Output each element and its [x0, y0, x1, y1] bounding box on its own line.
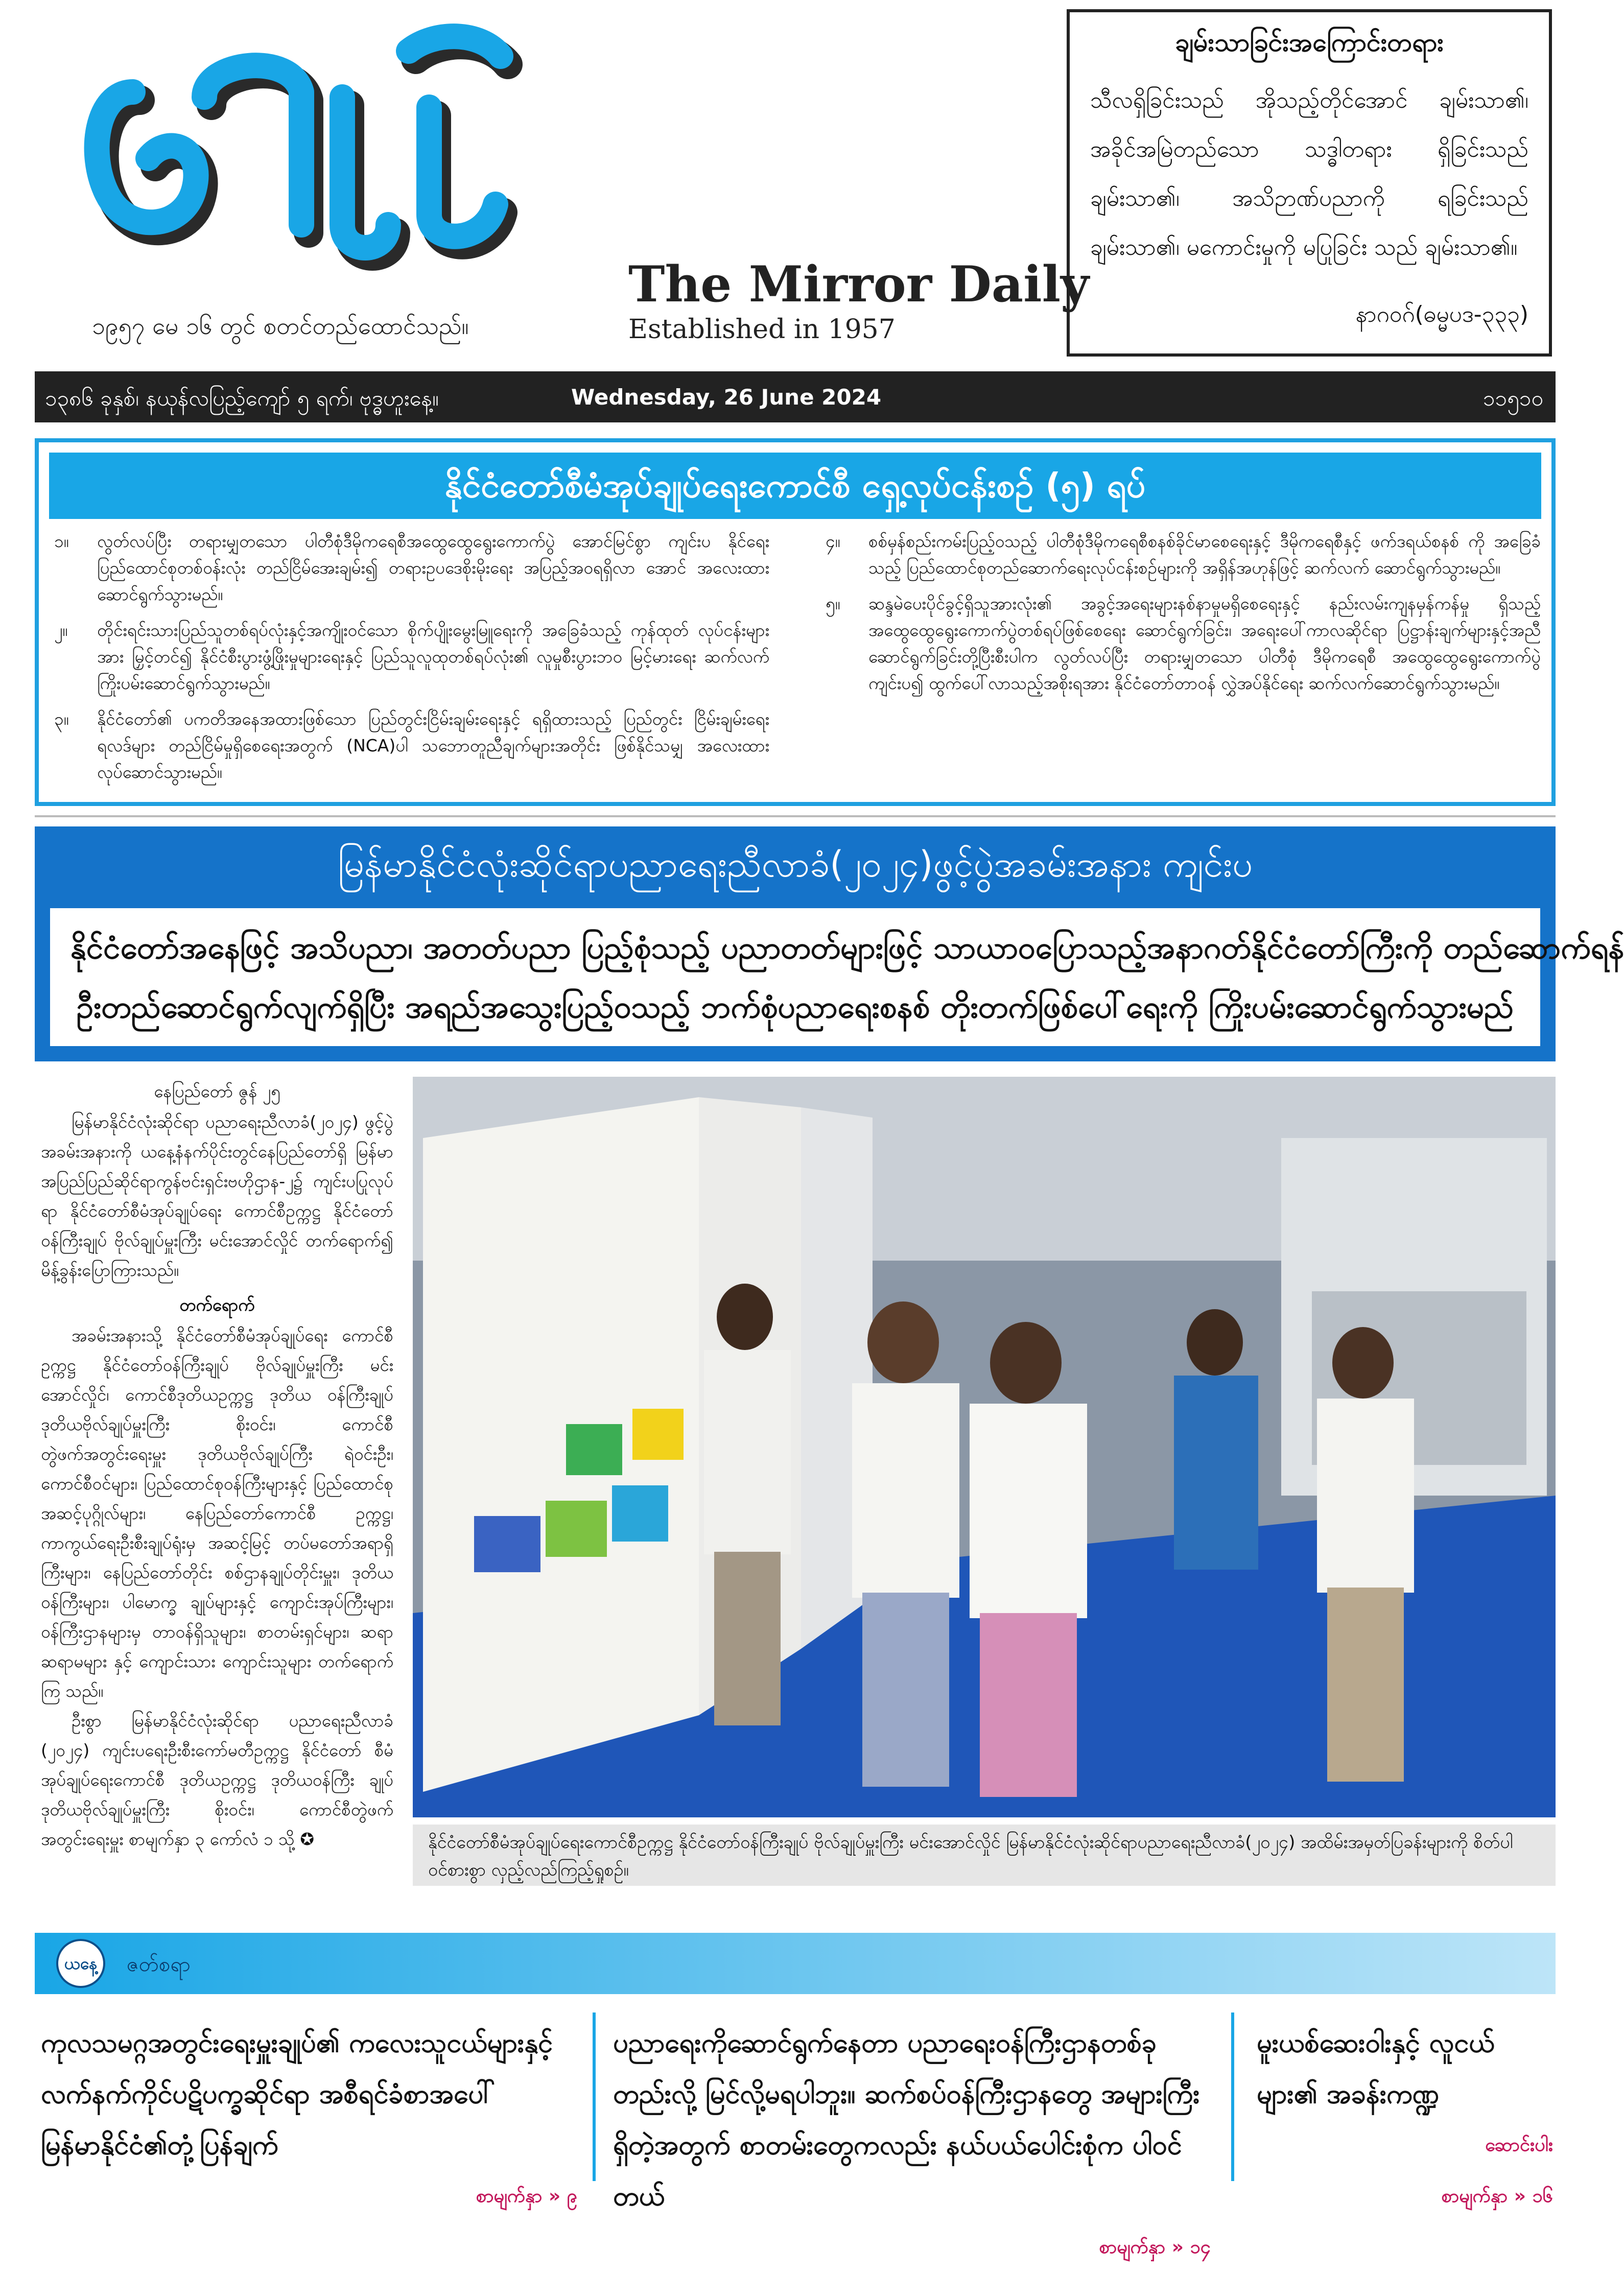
teaser-headline: ပညာရေးကိုဆောင်ရွက်နေတာ ပညာရေးဝန်ကြီးဌာနတစ်ခုတည်းလို့ မြင်လို့မရပါဘူး။ ဆက်စပ်ဝန်ကြီးဌာနတွေ အများကြီးရှိတဲ့အတွက် စာတမ်းတွေကလည်း နယ်ပယ်ပေါင်းစုံက ပါဝင်တယ် — [613, 2028, 1200, 2212]
roadmap-column-left — [54, 528, 769, 795]
roadmap-item-number: ၂။ — [54, 620, 68, 640]
roadmap-box — [35, 438, 1556, 806]
headline-kicker: မြန်မာနိုင်ငံလုံးဆိုင်ရာပညာရေးညီလာခံ(၂၀၂၄)ဖွင့်ပွဲအခမ်းအနား ကျင်းပ — [338, 843, 1253, 885]
teaser-page-ref: စာမျက်နှာ » ၁၄ — [1099, 2237, 1211, 2258]
photo-illustration — [413, 1077, 1556, 1817]
quote-box — [1067, 9, 1552, 357]
article-continued: စာမျက်နှာ ၃ ကော်လံ ၁ သို့ ✪ — [129, 1829, 315, 1849]
english-title: The Mirror Daily — [628, 255, 1089, 313]
roadmap-item-text: လွတ်လပ်ပြီး တရားမျှတသော ပါတီစုံဒီမိုကရေစီအထွေထွေရွေးကောက်ပွဲ အောင်မြင်စွာ ကျင်းပ နိုင်ရေး ပြည်ထောင်စုတစ်ဝန်းလုံး တည်ငြိမ်အေးချမ်း၍ တရားဥပဒေစိုးမိုးရေး အပြည့်အဝရရှိလာ အောင် အလေးထားဆောင်ရွက်သွားမည်။ — [97, 531, 769, 604]
quote-reference: နာဂဝဂ်(ဓမ္မပဒ-၃၃၃) — [1355, 301, 1528, 327]
quote-body: သီလရှိခြင်းသည် အိုသည့်တိုင်အောင် ချမ်းသာ၏၊ အခိုင်အမြဲတည်သော သဒ္ဓါတရား ရှိခြင်းသည် ချမ်းသာ၏၊ အသိဉာဏ်ပညာကို ရခြင်းသည် ချမ်းသာ၏၊ မကောင်းမှုကို မပြုခြင်း သည် ချမ်းသာ၏။ — [1090, 87, 1528, 261]
teaser-headline: မူးယစ်ဆေးဝါးနှင့် လူငယ်များ၏ အခန်းကဏ္ဍ — [1257, 2028, 1495, 2110]
teaser-kicker: ဆောင်းပါး — [1485, 2135, 1553, 2156]
roadmap-item-number: ၃။ — [54, 709, 69, 729]
teaser-divider — [1231, 2012, 1234, 2181]
teaser-1[interactable] — [41, 2018, 577, 2222]
inside-today-bar — [35, 1933, 1556, 1994]
article-paragraph: မြန်မာနိုင်ငံလုံးဆိုင်ရာ ပညာရေးညီလာခံ(၂၀၂၄) ဖွင့်ပွဲအခမ်းအနားကို ယနေ့နံနက်ပိုင်းတွင်နေပြည်တော်ရှိ မြန်မာအပြည်ပြည်ဆိုင်ရာကွန်ဗင်းရှင်းဗဟိုဌာန-၂၌ ကျင်းပပြုလုပ်ရာ နိုင်ငံတော်စီမံအုပ်ချုပ်ရေး ကောင်စီဥက္ကဋ္ဌ နိုင်ငံတော်ဝန်ကြီးချုပ် ဗိုလ်ချုပ်မှူးကြီး မင်းအောင်လှိုင် တက်ရောက်၍ မိန့်ခွန်းပြောကြားသည်။ — [41, 1112, 393, 1280]
founded-date-mm: ၁၉၅၇ မေ ၁၆ တွင် စတင်တည်ထောင်သည်။ — [92, 312, 469, 340]
article-dateline: နေပြည်တော် ဇွန် ၂၅ — [154, 1081, 280, 1101]
date-mm: ၁၃၈၆ ခုနှစ်၊ နယုန်လပြည့်ကျော် ၅ ရက်၊ ဗုဒ္ဓဟူးနေ့။ — [45, 386, 439, 411]
established-year: Established in 1957 — [628, 314, 896, 345]
roadmap-item-number: ၅။ — [826, 594, 840, 613]
roadmap-item-number: ၄။ — [826, 531, 840, 551]
roadmap-item-text: နိုင်ငံတော်၏ ပကတိအနေအထားဖြစ်သော ပြည်တွင်းငြိမ်းချမ်းရေးနှင့် ရရှိထားသည့် ပြည်တွင်း ငြိမ်းချမ်းရေးရလဒ်များ တည်ငြိမ်မှုရှိစေရေးအတွက် (NCA)ပါ သဘောတူညီချက်များအတိုင်း ဖြစ်နိုင်သမျှ အလေးထား လုပ်ဆောင်သွားမည်။ — [97, 709, 769, 782]
headline-main — [50, 908, 1624, 1046]
roadmap-item — [54, 617, 769, 697]
masthead-logo — [77, 20, 536, 286]
inside-today-badge: ယနေ့ — [56, 1939, 105, 1988]
photo-caption: နိုင်ငံတော်စီမံအုပ်ချုပ်ရေးကောင်စီဥက္ကဋ္ဌ နိုင်ငံတော်ဝန်ကြီးချုပ် ဗိုလ်ချုပ်မှူးကြီး မင်းအောင်လှိုင် မြန်မာနိုင်ငံလုံးဆိုင်ရာပညာရေးညီလာခံ(၂၀၂၄) အထိမ်းအမှတ်ပြခန်းများကို စိတ်ပါဝင်စားစွာ လှည့်လည်ကြည့်ရှုစဉ်။ — [413, 1825, 1556, 1886]
news-photo — [413, 1077, 1556, 1817]
masthead-logo-art — [77, 20, 536, 286]
roadmap-item — [826, 528, 1541, 581]
lead-article — [41, 1077, 393, 1854]
quote-title: ချမ်းသာခြင်းအကြောင်းတရား — [1174, 28, 1444, 57]
roadmap-item-text: ဆန္ဒမဲပေးပိုင်ခွင့်ရှိသူအားလုံး၏ အခွင့်အရေးများနစ်နာမှုမရှိစေရေးနှင့် နည်းလမ်းကျနမှန်ကန်မှု ရှိသည့် အထွေထွေရွေးကောက်ပွဲတစ်ရပ်ဖြစ်စေရေး ဆောင်ရွက်ခြင်း၊ အရေးပေါ်ကာလဆိုင်ရာ ပြဋ္ဌာန်းချက်များနှင့်အညီ ဆောင်ရွက်ခြင်းတို့ပြီးစီးပါက လွတ်လပ်ပြီး တရားမျှတသော ပါတီစုံ ဒီမိုကရေစီ အထွေထွေရွေးကောက်ပွဲကျင်းပ၍ ထွက်ပေါ်လာသည့်အစိုးရအား နိုင်ငံတော်တာဝန် လွှဲအပ်နိုင်ရေး ဆက်လက်ဆောင်ရွက်သွားမည်။ — [868, 594, 1541, 693]
section-divider — [35, 815, 1556, 817]
roadmap-item — [826, 590, 1541, 697]
roadmap-item-text: စစ်မှန်စည်းကမ်းပြည့်ဝသည့် ပါတီစုံဒီမိုကရေစီစနစ်ခိုင်မာစေရေးနှင့် ဒီမိုကရေစီနှင့် ဖက်ဒရယ်စနစ် ကို အခြေခံသည့် ပြည်ထောင်စုတည်ဆောက်ရေးလုပ်ငန်းစဉ်များကို အရှိန်အဟုန်ဖြင့် ဆက်လက် ဆောင်ရွက်သွားမည်။ — [868, 531, 1541, 578]
article-paragraph — [41, 1706, 393, 1854]
headline-line: ဦးတည်ဆောင်ရွက်လျက်ရှိပြီး အရည်အသွေးပြည့်ဝသည့် ဘက်စုံပညာရေးစနစ် တိုးတက်ဖြစ်ပေါ်ရေးကို ကြိုးပမ်းဆောင်ရွက်သွားမည် — [76, 989, 1514, 1025]
inside-today-label: ဇတ်စရာ — [127, 1953, 191, 1976]
date-en: Wednesday, 26 June 2024 — [571, 385, 882, 410]
roadmap-item-text: တိုင်းရင်းသားပြည်သူတစ်ရပ်လုံးနှင့်အကျိုးဝင်သော စိုက်ပျိုးမွေးမြူရေးကို အခြေခံသည့် ကုန်ထုတ် လုပ်ငန်းများအား မြှင့်တင်၍ နိုင်ငံစီးပွားဖွံ့ဖြိုးမှုများရေးနှင့် ပြည်သူလူထုတစ်ရပ်လုံး၏ လူမှုစီးပွားဘဝ မြင့်မားရေး ဆက်လက်ကြိုးပမ်းဆောင်ရွက်သွားမည်။ — [97, 620, 769, 693]
roadmap-header: နိုင်ငံတော်စီမံအုပ်ချုပ်ရေးကောင်စီ ရှေ့လုပ်ငန်းစဉ် (၅) ရပ် — [49, 453, 1541, 519]
article-paragraph: အခမ်းအနားသို့ နိုင်ငံတော်စီမံအုပ်ချုပ်ရေး ကောင်စီဥက္ကဋ္ဌ နိုင်ငံတော်ဝန်ကြီးချုပ် ဗိုလ်ချုပ်မှူးကြီး မင်းအောင်လှိုင်၊ ကောင်စီဒုတိယဥက္ကဋ္ဌ ဒုတိယ ဝန်ကြီးချုပ် ဒုတိယဗိုလ်ချုပ်မှူးကြီး စိုးဝင်း၊ ကောင်စီ တွဲဖက်အတွင်းရေးမှူး ဒုတိယဗိုလ်ချုပ်ကြီး ရဲဝင်းဦး၊ ကောင်စီဝင်များ၊ ပြည်ထောင်စုဝန်ကြီးများနှင့် ပြည်ထောင်စုအဆင့်ပုဂ္ဂိုလ်များ၊ နေပြည်တော်ကောင်စီ ဥက္ကဋ္ဌ၊ ကာကွယ်ရေးဦးစီးချုပ်ရုံးမှ အဆင့်မြင့် တပ်မတော်အရာရှိကြီးများ၊ နေပြည်တော်တိုင်း စစ်ဌာနချုပ်တိုင်းမှူး၊ ဒုတိယဝန်ကြီးများ၊ ပါမောက္ခ ချုပ်များနှင့် ကျောင်းအုပ်ကြီးများ၊ ဝန်ကြီးဌာနများမှ တာဝန်ရှိသူများ၊ စာတမ်းရှင်များ၊ ဆရာ ဆရာမများ နှင့် ကျောင်းသား ကျောင်းသူများ တက်ရောက်ကြ သည်။ — [41, 1325, 393, 1701]
roadmap-item — [54, 706, 769, 786]
article-subhead: တက်ရောက် — [179, 1295, 255, 1315]
roadmap-item — [54, 528, 769, 608]
teaser-headline: ကုလသမဂ္ဂအတွင်းရေးမှူးချုပ်၏ ကလေးသူငယ်များနှင့် လက်နက်ကိုင်ပဋိပက္ခဆိုင်ရာ အစီရင်ခံစာအပေါ် မြန်မာနိုင်ငံ၏တုံ့ပြန်ချက် — [41, 2028, 553, 2161]
teaser-3[interactable] — [1257, 2018, 1553, 2222]
teaser-2[interactable] — [613, 2018, 1211, 2273]
roadmap-column-right — [826, 528, 1541, 706]
issue-number: ၁၁၅၁၀ — [1482, 386, 1543, 411]
roadmap-item-number: ၁။ — [54, 531, 69, 551]
teaser-page-ref: စာမျက်နှာ » ၉ — [476, 2186, 577, 2207]
headline-box — [35, 826, 1624, 1061]
teaser-page-ref: စာမျက်နှာ » ၁၆ — [1441, 2186, 1553, 2207]
teaser-divider — [593, 2012, 596, 2181]
date-bar — [35, 371, 1556, 422]
headline-line: နိုင်ငံတော်အနေဖြင့် အသိပညာ၊ အတတ်ပညာ ပြည့်စုံသည့် ပညာတတ်များဖြင့် သာယာဝပြောသည့်အနာဂတ်နိုင်ငံတော်ကြီးကို တည်ဆောက်ရန် — [70, 930, 1624, 966]
article-paragraph-text: ဦးစွာ မြန်မာနိုင်ငံလုံးဆိုင်ရာ ပညာရေးညီလာခံ (၂၀၂၄) ကျင်းပရေးဦးစီးကော်မတီဥက္ကဋ္ဌ နိုင်ငံတော် စီမံအုပ်ချုပ်ရေးကောင်စီ ဒုတိယဥက္ကဋ္ဌ ဒုတိယဝန်ကြီး ချုပ် ဒုတိယဗိုလ်ချုပ်မှူးကြီး စိုးဝင်း၊ ကောင်စီတွဲဖက် အတွင်းရေးမှူး — [41, 1711, 393, 1849]
